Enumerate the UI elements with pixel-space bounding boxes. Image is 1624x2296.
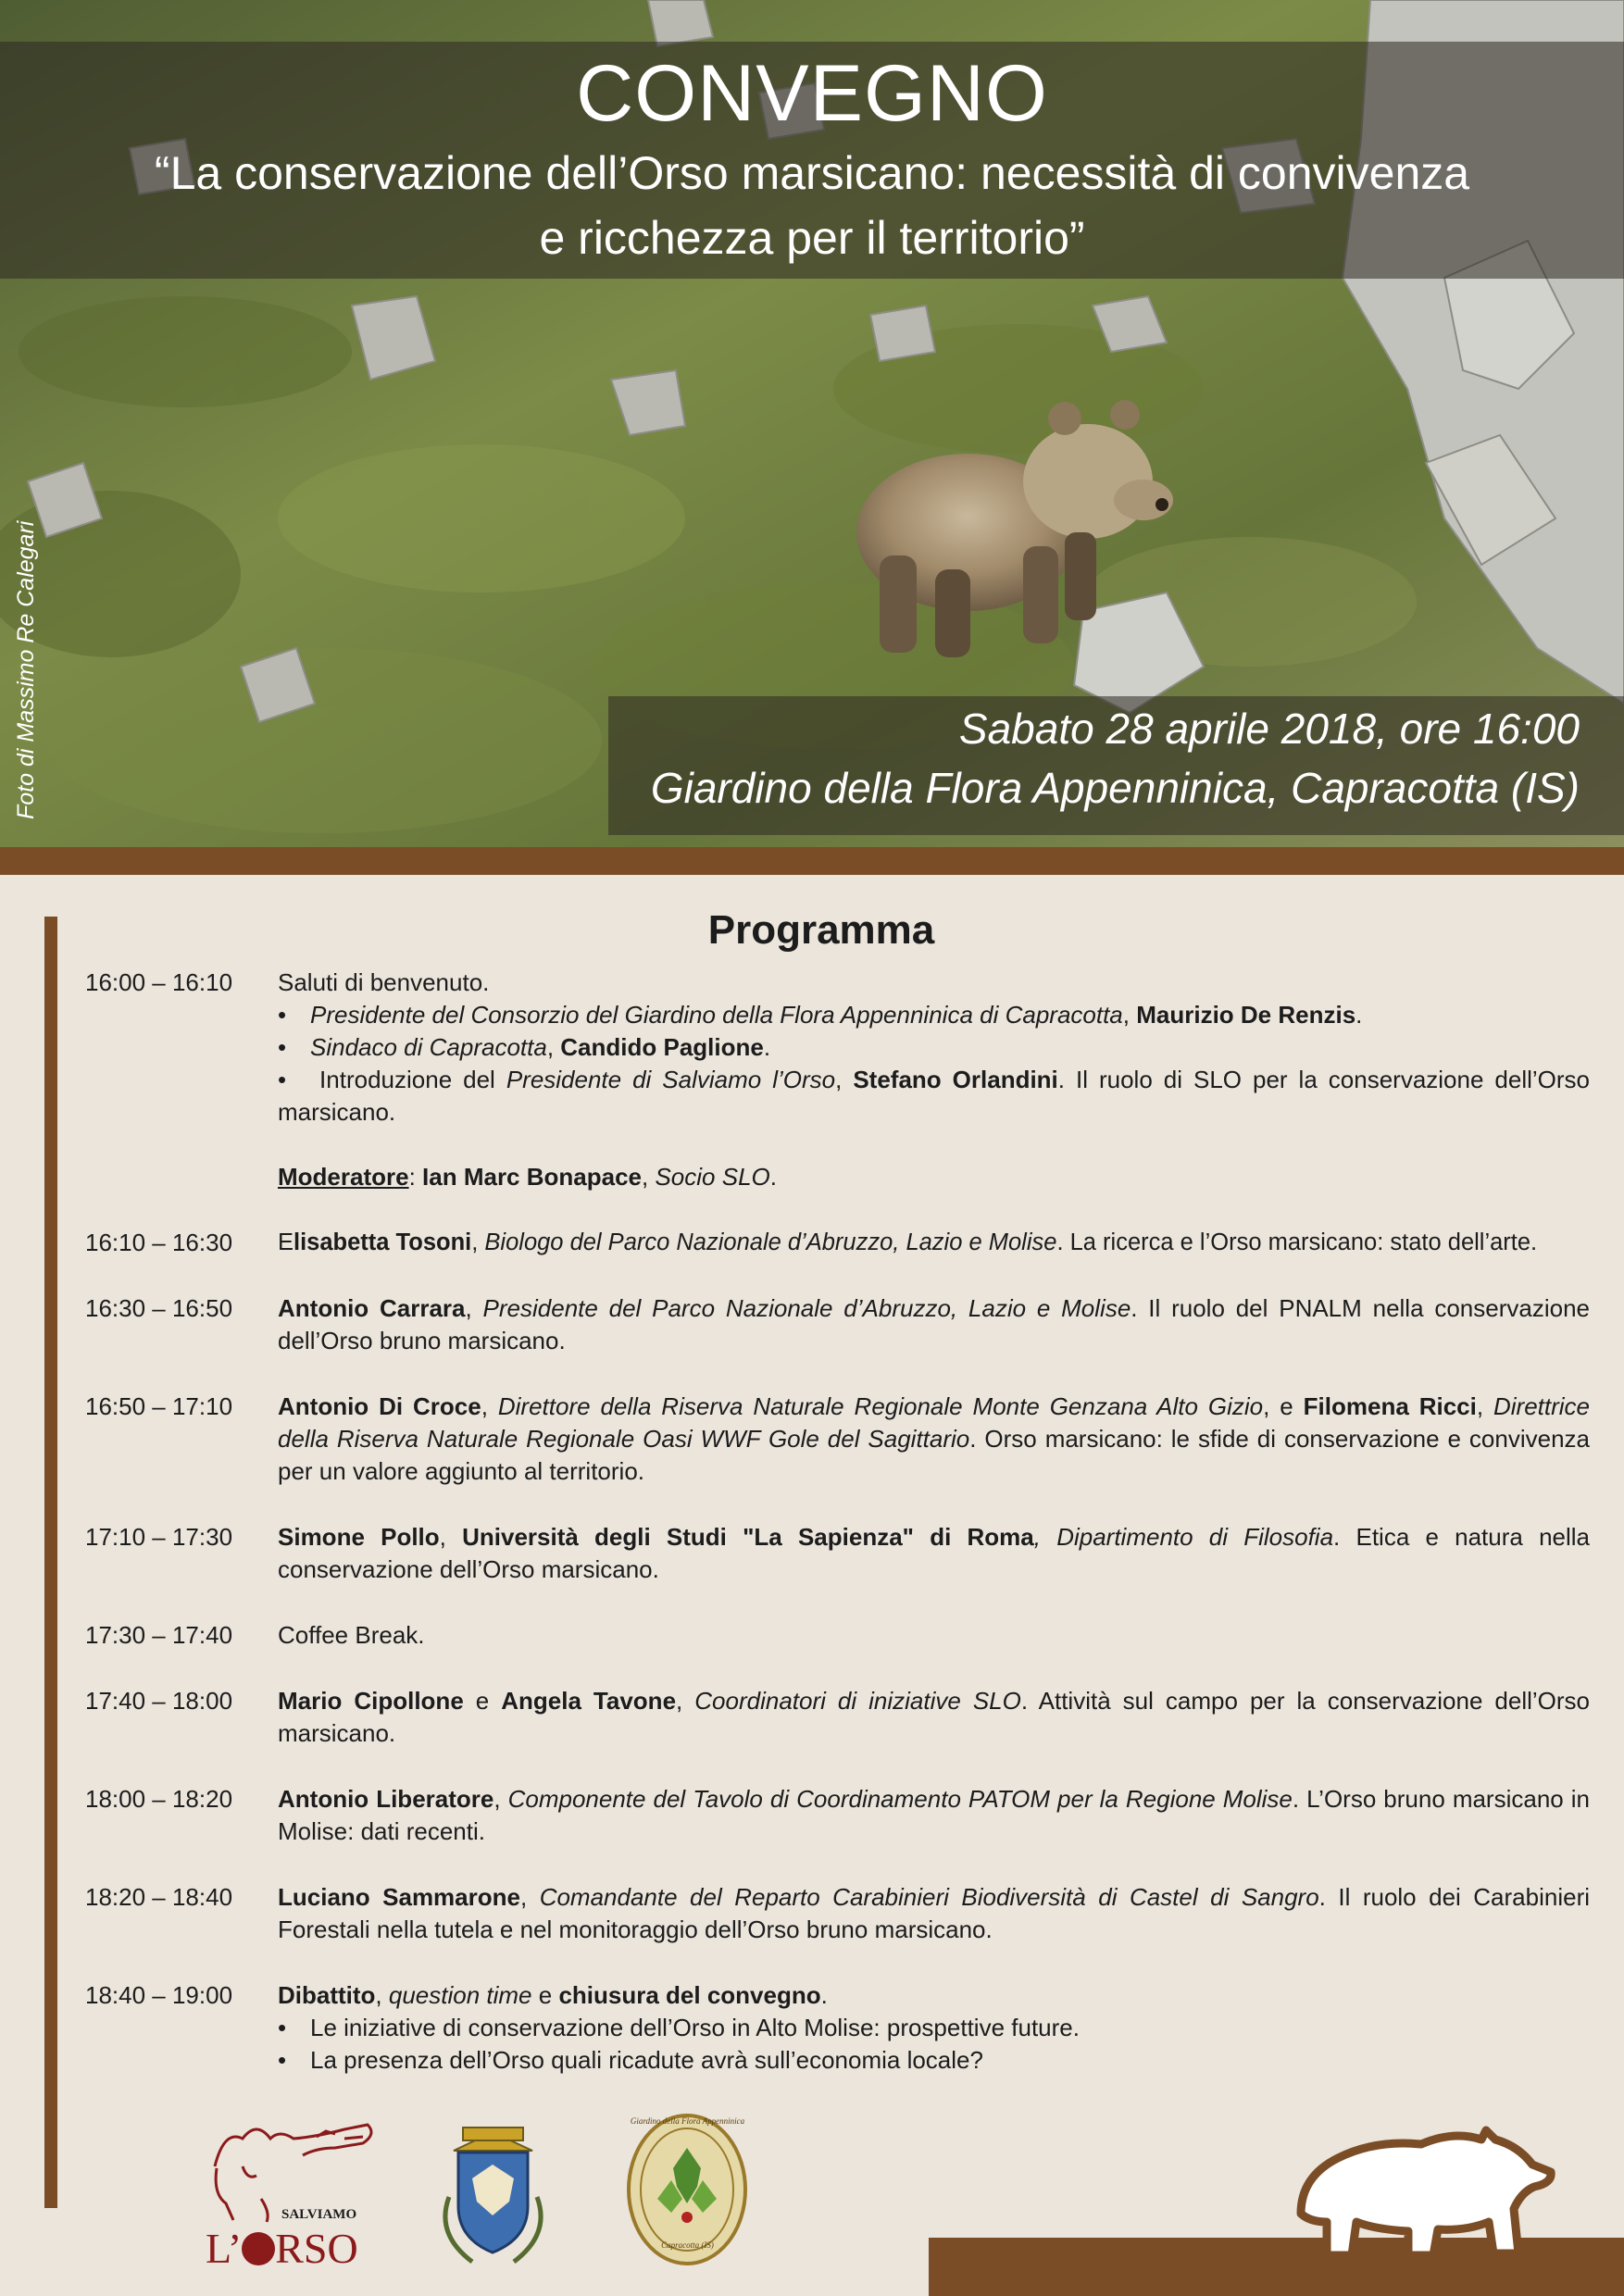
program-time: 18:00 – 18:20 xyxy=(85,1785,233,1813)
program-heading: Programma xyxy=(707,907,935,953)
bear-silhouette-icon xyxy=(1282,2126,1560,2265)
speaker-role: Direttrice della Riserva Naturale Regionale Oasi WWF Gole del Sagittario xyxy=(278,1392,1590,1453)
program-time: 16:30 – 16:50 xyxy=(85,1294,233,1322)
speaker-role: Coordinatori di iniziative SLO xyxy=(694,1687,1021,1715)
program-list xyxy=(85,967,1590,2110)
garden-badge-text: Giardino della Flora Appenninica xyxy=(630,2116,745,2126)
speaker-name: Simone Pollo xyxy=(278,1523,440,1551)
program-time: 16:50 – 17:10 xyxy=(85,1392,233,1420)
program-content: Dibattito, question time e chiusura del convegno. • Le iniziative di conservazione dell’Orso in Alto Molise: prospettive future. • La presenza dell’Orso quali ricadute avrà sull’economia locale? xyxy=(278,1979,1590,2077)
speaker-role: , Dipartimento di Filosofia xyxy=(1033,1523,1334,1551)
program-time: 16:00 – 16:10 xyxy=(85,968,233,996)
program-row xyxy=(85,1292,1590,1357)
speaker-name: Mario Cipollone xyxy=(278,1687,464,1715)
program-row xyxy=(85,1619,1590,1652)
coat-of-arms-icon xyxy=(435,2114,551,2271)
slo-small-text: SALVIAMO xyxy=(281,2207,357,2222)
program-time: 17:10 – 17:30 xyxy=(85,1523,233,1551)
photo-credit: Foto di Massimo Re Calegari xyxy=(13,520,39,819)
program-content: Coffee Break. xyxy=(278,1621,425,1649)
slo-big-text: L’ RSO xyxy=(206,2225,358,2272)
program-time: 17:30 – 17:40 xyxy=(85,1621,233,1649)
speaker-name: Antonio Liberatore xyxy=(278,1785,494,1813)
event-venue: Giardino della Flora Appenninica, Capracotta (IS) xyxy=(650,764,1580,812)
speaker-name: Antonio Carrara xyxy=(278,1294,466,1322)
speaker-name: lisabetta Tosoni xyxy=(294,1229,472,1255)
speaker-name: Filomena Ricci xyxy=(1303,1392,1477,1420)
program-row xyxy=(85,1391,1590,1488)
speaker-name: Luciano Sammarone xyxy=(278,1883,520,1911)
program-row xyxy=(85,1783,1590,1848)
program-content: Elisabetta Tosoni, Biologo del Parco Nazionale d’Abruzzo, Lazio e Molise. La ricerca e l’Orso marsicano: stato dell’arte. xyxy=(278,1229,1538,1255)
program-content: Antonio Carrara, Presidente del Parco Nazionale d’Abruzzo, Lazio e Molise. Il ruolo del PNALM nella conservazione dell’Orso bruno marsicano. xyxy=(278,1294,1590,1354)
speaker-name: Antonio Di Croce xyxy=(278,1392,481,1420)
bullet-item: • Presidente del Consorzio del Giardino della Flora Appenninica di Capracotta, Maurizio De Renzis. xyxy=(278,999,1590,1031)
question-time-label: question time xyxy=(388,1981,532,2009)
bullet-icon: • xyxy=(278,2014,287,2041)
program-content: Antonio Di Croce, Direttore della Riserva Naturale Regionale Monte Genzana Alto Gizio, e Filomena Ricci, Direttrice della Riserva Naturale Regionale Oasi WWF Gole del Sagittario. Orso marsicano: le sfide di conservazione e convivenza per un valore aggiunto al territorio. xyxy=(278,1392,1590,1485)
speaker-name: Candido Paglione xyxy=(560,1033,764,1061)
debate-label: Dibattito xyxy=(278,1981,376,2009)
moderator-line: Moderatore: Ian Marc Bonapace, Socio SLO. xyxy=(278,1163,777,1191)
speaker-name: Stefano Orlandini xyxy=(853,1066,1058,1093)
speaker-role: Biologo del Parco Nazionale d’Abruzzo, Lazio e Molise xyxy=(484,1229,1057,1255)
program-row xyxy=(85,1227,1590,1259)
speaker-name: Angela Tavone xyxy=(501,1687,677,1715)
program-row xyxy=(85,1881,1590,1946)
bullet-item: • La presenza dell’Orso quali ricadute avrà sull’economia locale? xyxy=(278,2044,1590,2077)
program-row xyxy=(85,1685,1590,1750)
closing-label: chiusura del convegno xyxy=(558,1981,821,2009)
program-content: Simone Pollo, Università degli Studi "La Sapienza" di Roma, Dipartimento di Filosofia. Etica e natura nella conservazione dell’Orso marsicano. xyxy=(278,1523,1590,1583)
speaker-role: Direttore della Riserva Naturale Regionale Monte Genzana Alto Gizio xyxy=(497,1392,1264,1420)
program-time: 18:40 – 19:00 xyxy=(85,1981,233,2009)
bullet-item: • Sindaco di Capracotta, Candido Paglione. xyxy=(278,1031,1590,1064)
moderator-name: Ian Marc Bonapace xyxy=(422,1163,643,1191)
program-row xyxy=(85,967,1590,1193)
welcome-text: Saluti di benvenuto. xyxy=(278,968,490,996)
event-title: CONVEGNO xyxy=(576,49,1048,138)
capracotta-coat-of-arms xyxy=(435,2114,551,2271)
speaker-role: Sindaco di Capracotta xyxy=(310,1033,547,1061)
salviamo-orso-logo xyxy=(206,2111,381,2273)
event-date: Sabato 28 aprile 2018, ore 16:00 xyxy=(958,705,1580,753)
event-subtitle xyxy=(93,141,1531,270)
program-content: Mario Cipollone e Angela Tavone, Coordinatori di iniziative SLO. Attività sul campo per la conservazione dell’Orso marsicano. xyxy=(278,1687,1590,1747)
program-content: Luciano Sammarone, Comandante del Reparto Carabinieri Biodiversità di Castel di Sangro. Il ruolo dei Carabinieri Forestali nella tutela e nel monitoraggio dell’Orso bruno marsicano. xyxy=(278,1883,1590,1943)
speaker-role: Comandante del Reparto Carabinieri Biodiversità di Castel di Sangro xyxy=(539,1883,1319,1911)
program-time: 17:40 – 18:00 xyxy=(85,1687,233,1715)
program-content xyxy=(278,967,1590,1193)
speaker-role: Presidente del Consorzio del Giardino della Flora Appenninica di Capracotta xyxy=(310,1001,1123,1029)
program-time: 18:20 – 18:40 xyxy=(85,1883,233,1911)
garden-badge-location: Capracotta (IS) xyxy=(661,2240,714,2250)
program-row xyxy=(85,1521,1590,1586)
event-subtitle-line-2: e ricchezza per il territorio” xyxy=(539,212,1085,264)
event-subtitle-line-1: “La conservazione dell’Orso marsicano: necessità di convivenza xyxy=(154,147,1470,199)
speaker-role: Presidente del Parco Nazionale d’Abruzzo, Lazio e Molise xyxy=(482,1294,1131,1322)
bullet-item: • Le iniziative di conservazione dell’Orso in Alto Molise: prospettive future. xyxy=(278,2012,1590,2044)
program-row xyxy=(85,1979,1590,2077)
bullet-icon: • xyxy=(278,1033,287,1061)
speaker-role: Presidente di Salviamo l’Orso xyxy=(506,1066,836,1093)
moderator-label: Moderatore xyxy=(278,1163,409,1191)
side-accent-bar xyxy=(44,917,57,2208)
speaker-role: Componente del Tavolo di Coordinamento PATOM per la Regione Molise xyxy=(507,1785,1293,1813)
speaker-name: Maurizio De Renzis xyxy=(1136,1001,1356,1029)
program-time: 16:10 – 16:30 xyxy=(85,1229,233,1256)
program-content: Antonio Liberatore, Componente del Tavolo di Coordinamento PATOM per la Regione Molise. L’Orso bruno marsicano in Molise: dati recenti. xyxy=(278,1785,1591,1845)
divider-strip xyxy=(0,847,1624,875)
speaker-org: Università degli Studi "La Sapienza" di Roma xyxy=(462,1523,1034,1551)
bullet-icon: • xyxy=(278,1001,287,1029)
bullet-item: • Introduzione del Presidente di Salviamo l’Orso, Stefano Orlandini. Il ruolo di SLO per la conservazione dell’Orso marsicano. xyxy=(278,1066,1591,1126)
paw-icon xyxy=(242,2232,275,2265)
hero-photo xyxy=(0,0,1624,847)
bear-silhouette xyxy=(1282,2126,1560,2265)
bullet-icon: • xyxy=(278,2046,287,2074)
moderator-role: Socio SLO xyxy=(655,1163,770,1191)
giardino-flora-logo xyxy=(625,2111,750,2268)
